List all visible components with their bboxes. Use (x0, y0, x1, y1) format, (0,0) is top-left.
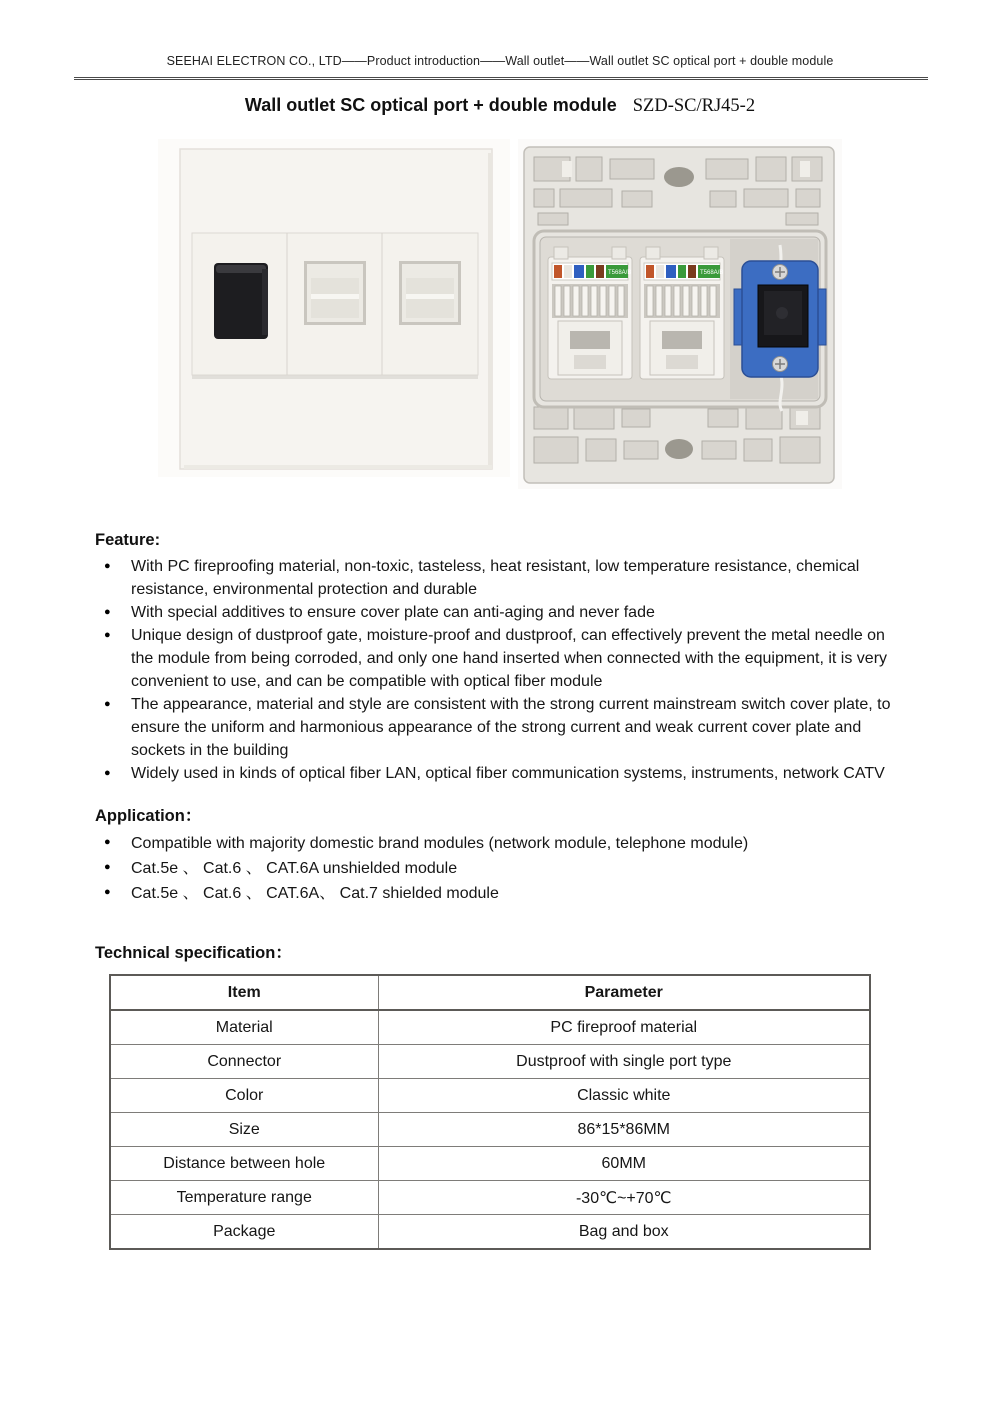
bullet-icon: ● (104, 698, 111, 710)
bullet-icon: ● (104, 767, 111, 779)
product-model: SZD-SC/RJ45-2 (632, 96, 756, 116)
product-photos (0, 139, 1000, 489)
rj45-port-left (304, 261, 366, 325)
table-row: Size 86*15*86MM (110, 1113, 870, 1147)
col-header-parameter: Parameter (378, 975, 870, 1010)
keystone-label: T568A/B (700, 270, 724, 276)
table-row: Temperature range -30℃~+70℃ (110, 1181, 870, 1215)
bullet-icon: ● (104, 606, 111, 618)
mounting-hole-top (664, 167, 694, 187)
spec-heading: Technical specification： (95, 944, 292, 962)
feature-list (95, 555, 930, 785)
feature-item: ● Widely used in kinds of optical fiber LAN, optical fiber communication systems, instruments, network CATV (95, 762, 905, 785)
application-list (95, 831, 930, 906)
keystone-module-2 (640, 247, 724, 379)
front-wall-plate (180, 149, 492, 469)
front-plate-photo (158, 139, 510, 477)
product-title: Wall outlet SC optical port + double module (244, 95, 617, 115)
table-row: Material PC fireproof material (110, 1010, 870, 1045)
application-item: ● Compatible with majority domestic brand modules (network module, telephone module) (95, 831, 905, 856)
application-heading: Application： (95, 807, 202, 825)
screw-bottom (773, 357, 788, 372)
table-row: Package Bag and box (110, 1215, 870, 1250)
feature-item: ● With special additives to ensure cover plate can anti-aging and never fade (95, 601, 905, 624)
back-wall-plate (524, 147, 834, 483)
table-row: Connector Dustproof with single port type (110, 1045, 870, 1079)
screw-top (773, 265, 788, 280)
bullet-icon: ● (104, 886, 111, 898)
page-header-breadcrumb: SEEHAI ELECTRON CO., LTD——Product introduction——Wall outlet——Wall outlet SC optical port + double module (166, 54, 834, 68)
mounting-hole-bottom (665, 439, 693, 459)
feature-item: ● The appearance, material and style are consistent with the strong current mainstream switch cover plate, to ensure the uniform and harmonious appearance of the strong current and weak current cover plate and sockets in the building (95, 693, 905, 762)
page-title (0, 95, 1000, 117)
col-header-item: Item (110, 975, 378, 1010)
feature-section (95, 531, 930, 785)
feature-heading: Feature: (95, 531, 161, 549)
feature-item: ● With PC fireproofing material, non-toxic, tasteless, heat resistant, low temperature resistance, chemical resistance, environmental protection and durable (95, 555, 905, 601)
spec-section (95, 939, 930, 1250)
application-section (95, 802, 930, 906)
keystone-module-1 (548, 247, 632, 379)
bullet-icon: ● (104, 560, 111, 572)
bullet-icon: ● (104, 629, 111, 641)
spec-table (109, 974, 871, 1250)
application-item: ● Cat.5e 、 Cat.6 、 CAT.6A unshielded module (95, 856, 905, 881)
feature-item: ● Unique design of dustproof gate, moisture-proof and dustproof, can effectively prevent the metal needle on the module from being corroded, and only one hand inserted when connected with the equipment, it is very convenient to use, and can be compatible with optical fiber module (95, 624, 905, 693)
application-item: ● Cat.5e 、 Cat.6 、 CAT.6A、 Cat.7 shielded module (95, 881, 905, 906)
sc-dust-cover (214, 263, 268, 339)
header-divider (74, 77, 928, 80)
keystone-label: T568A/B (608, 270, 632, 276)
table-row: Distance between hole 60MM (110, 1147, 870, 1181)
table-row: Color Classic white (110, 1079, 870, 1113)
rj45-port-right (399, 261, 461, 325)
bullet-icon: ● (104, 836, 111, 848)
bullet-icon: ● (104, 861, 111, 873)
back-plate-photo (518, 139, 842, 489)
table-header-row (110, 975, 870, 1010)
